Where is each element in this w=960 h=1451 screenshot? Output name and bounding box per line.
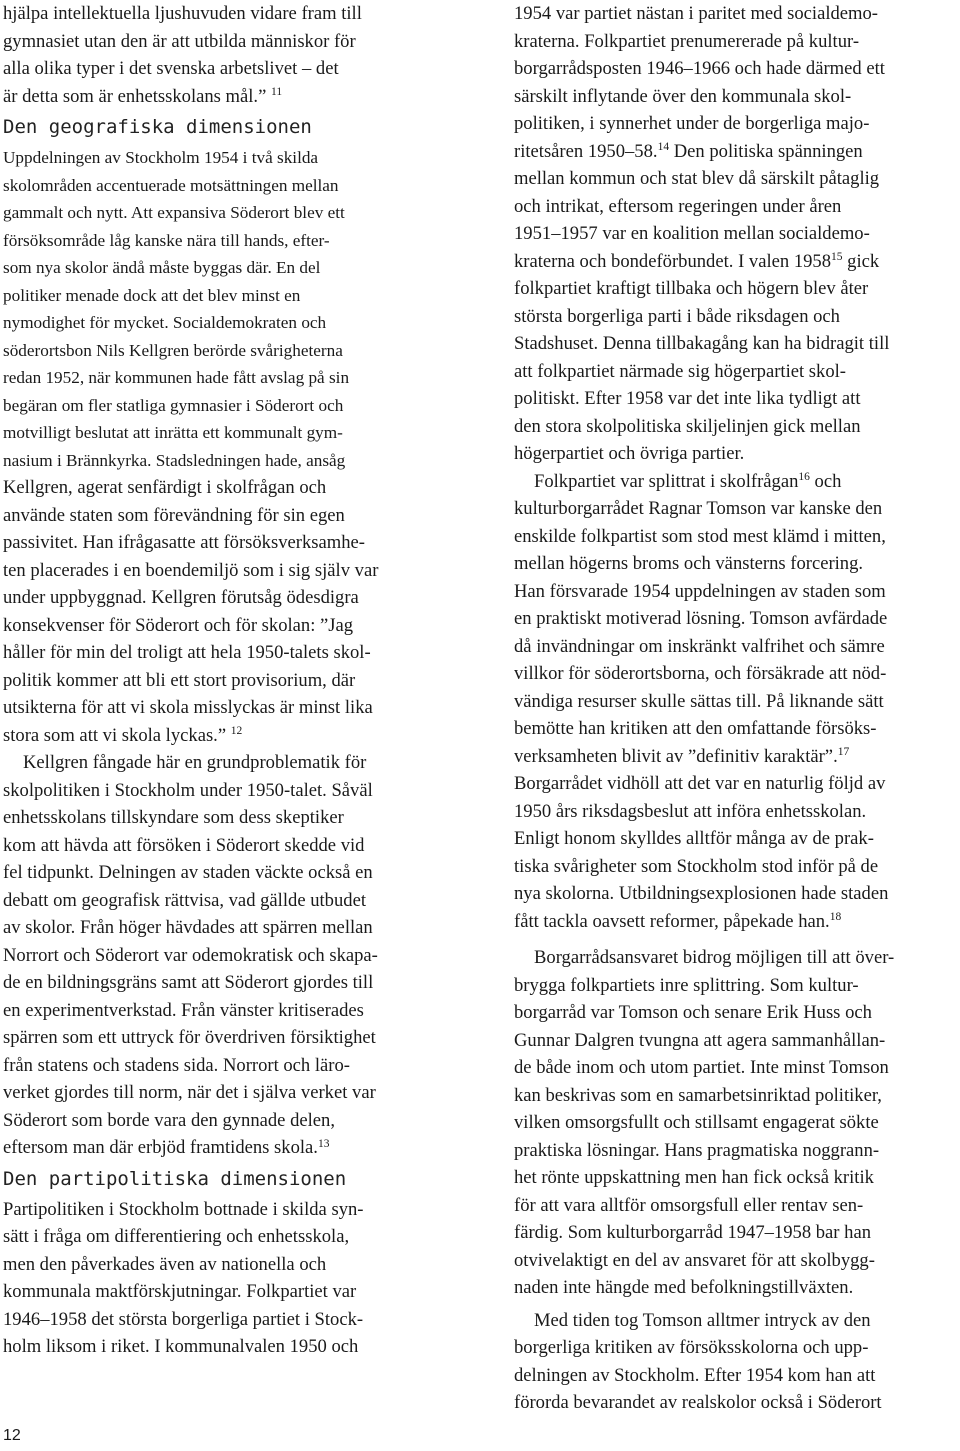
line-text: hjälpa intellektuella ljushuvuden vidare fram till <box>3 3 362 24</box>
text-line <box>514 358 960 386</box>
line-text: kom att hävda att försöken i Söderort skedde vid <box>3 834 365 856</box>
footnote-ref: 15 <box>831 251 843 264</box>
line-text: redan 1952, när kommunen hade fått avslag på sin <box>3 368 350 387</box>
line-text: ten placerades i en boendemiljö som i sig själv var <box>3 559 379 581</box>
text-line <box>3 887 448 915</box>
text-line <box>514 468 960 496</box>
text-line <box>514 1109 960 1137</box>
text-line <box>3 447 448 475</box>
line-text: Kellgren fångade här en grundproblematik för <box>23 752 367 773</box>
text-line <box>514 385 960 413</box>
line-text: Kellgren, agerat senfärdigt i skolfrågan och <box>3 477 327 498</box>
line-text: enskilde folkpartist som stod mest klämd i mitten, <box>514 525 886 547</box>
line-text: alla olika typer i det svenska arbetslivet – det <box>3 58 339 79</box>
line-text: borgarrådsposten 1946–1966 och hade därmed ett <box>514 58 885 79</box>
text-line <box>514 220 960 248</box>
line-text: spärren som ett uttryck för överdriven försiktighet <box>3 1027 376 1048</box>
line-text: använde staten som förevändning för sin egen <box>3 504 345 526</box>
text-line <box>514 275 960 303</box>
text-line <box>3 1223 448 1251</box>
line-text: för att vara alltför omsorgsfull eller rentav sen- <box>514 1194 864 1216</box>
text-line <box>514 28 960 56</box>
text-line <box>514 1334 960 1362</box>
text-line <box>514 55 960 83</box>
text-line <box>3 392 448 420</box>
text-line <box>3 227 448 255</box>
text-line <box>3 584 448 612</box>
line-text: sätt i fråga om differentiering och enhetsskola, <box>3 1226 350 1247</box>
line-text: delningen av Stockholm. Efter 1954 kom han att <box>514 1364 876 1386</box>
text-line <box>514 999 960 1027</box>
text-line <box>514 1054 960 1082</box>
line-text: kraterna och bondeförbundet. I valen 1958 <box>514 250 832 272</box>
text-line <box>3 942 448 970</box>
text-line <box>3 254 448 282</box>
text-line <box>3 777 448 805</box>
text-line <box>3 83 448 111</box>
text-line <box>514 880 960 908</box>
text-line <box>514 248 960 276</box>
text-line <box>3 694 448 722</box>
line-text: fel tidpunkt. Delningen av staden väckte också en <box>3 862 373 883</box>
line-text: gymnasiet utan den är att utbilda människor för <box>3 30 356 52</box>
text-line <box>3 1251 448 1279</box>
text-line <box>514 440 960 468</box>
text-line <box>3 639 448 667</box>
text-line <box>514 633 960 661</box>
text-line <box>514 1137 960 1165</box>
text-line <box>514 83 960 111</box>
line-text: nasium i Brännkyrka. Stadsledningen hade, ansåg <box>3 450 346 470</box>
text-line <box>3 1333 448 1361</box>
line-text: särskilt inflytande över den kommunala skol- <box>514 85 852 107</box>
line-text: Gunnar Dalgren tvungna att agera sammanhållan- <box>514 1029 886 1051</box>
footnote-ref: 11 <box>270 86 283 99</box>
line-text: av skolor. Från höger hävdades att spärren mellan <box>3 917 373 938</box>
line-text: största borgerliga parti i både riksdagen och <box>514 305 840 327</box>
line-text: mellan högerns broms och vänsterns forcering. <box>514 553 864 574</box>
line-text: Den partipolitiska dimensionen <box>3 1167 347 1190</box>
line-text: färdig. Som kulturborgarråd 1947–1958 bar han <box>514 1222 871 1243</box>
line-text: Borgarrådet vidhöll att det var en naturlig följd av <box>514 773 886 794</box>
text-line <box>514 825 960 853</box>
text-line <box>3 557 448 585</box>
text-line <box>514 110 960 138</box>
line-text: och intrikat, eftersom regeringen under åren <box>514 195 842 217</box>
line-text-continued: och <box>809 470 842 492</box>
text-line <box>3 832 448 860</box>
line-text: Den geografiska dimensionen <box>3 116 312 138</box>
text-line <box>3 282 448 310</box>
paragraph-spacer <box>514 935 960 944</box>
line-text: är detta som är enhetsskolans mål.” <box>3 85 271 107</box>
text-line <box>3 1134 448 1162</box>
text-line <box>514 688 960 716</box>
line-text: fått tackla oavsett reformer, påpekade han. <box>514 910 830 932</box>
line-text: folkpartiet kraftigt tillbaka och högern blev åter <box>514 278 869 299</box>
line-text: het rönte uppskattning men han fick också kritik <box>514 1167 874 1188</box>
text-line <box>514 330 960 358</box>
line-text: då invändningar om inskränkt valfrihet och sämre <box>514 635 885 657</box>
footnote-ref: 18 <box>829 911 842 924</box>
text-line <box>514 578 960 606</box>
line-text: kraterna. Folkpartiet prenumererade på kultur- <box>514 30 860 52</box>
line-text: men den påverkades även av nationella och <box>3 1253 327 1275</box>
text-line <box>3 1079 448 1107</box>
footnote-ref: 17 <box>837 746 850 759</box>
line-text: verksamheten blivit av ”definitiv karaktär”. <box>514 745 838 767</box>
text-line <box>3 529 448 557</box>
line-text: holm liksom i riket. I kommunalvalen 1950 och <box>3 1336 359 1357</box>
line-text: politiken, i synnerhet under de borgerliga majo- <box>514 113 870 134</box>
section-heading <box>3 110 448 144</box>
line-text: som nya skolor ändå måste byggas där. En del <box>3 258 321 277</box>
text-line <box>3 804 448 832</box>
text-line <box>514 1027 960 1055</box>
line-text: konsekvenser för Söderort och för skolan: ”Jag <box>3 614 354 636</box>
text-line <box>514 1274 960 1302</box>
line-text: att folkpartiet närmade sig högerpartiet skol- <box>514 360 846 382</box>
line-text: verket gjordes till norm, när det i själva verket var <box>3 1082 376 1103</box>
line-text: utsikterna för att vi skola misslyckas är minst lika <box>3 697 373 718</box>
line-text: mellan kommun och stat blev då särskilt påtaglig <box>514 168 880 189</box>
line-text: enhetsskolans tillskyndare som dess skeptiker <box>3 807 344 828</box>
line-text: vilken omsorgsfullt och stillsamt engagerat sökte <box>514 1112 879 1133</box>
text-line <box>514 972 960 1000</box>
line-text: söderortsbon Nils Kellgren berörde svårigheterna <box>3 340 343 360</box>
text-line <box>514 1219 960 1247</box>
line-text: debatt om geografisk rättvisa, vad gällde utbudet <box>3 889 366 911</box>
page-number: 12 <box>3 1427 21 1444</box>
text-line <box>3 364 448 392</box>
line-text-continued: gick <box>842 250 880 272</box>
text-line <box>514 908 960 936</box>
text-line <box>3 997 448 1025</box>
line-text: politik kommer att bli ett stort provisorium, där <box>3 669 356 691</box>
text-line <box>514 1164 960 1192</box>
text-line <box>514 1307 960 1335</box>
text-line <box>3 859 448 887</box>
text-line <box>3 55 448 83</box>
footnote-ref: 14 <box>657 141 670 154</box>
line-text: naden inte hängde med befolkningstillväxten. <box>514 1277 854 1298</box>
line-text: Han försvarade 1954 uppdelningen av staden som <box>514 580 886 602</box>
line-text: nya skolorna. Utbildningsexplosionen hade staden <box>514 883 889 904</box>
line-text: 1950 års riksdagsbeslut att införa enhetsskolan. <box>514 800 867 822</box>
text-line <box>514 798 960 826</box>
line-text: Stadshuset. Denna tillbakagång kan ha bidragit till <box>514 333 890 354</box>
text-line <box>3 28 448 56</box>
line-text: håller för min del troligt att hela 1950-talets skol- <box>3 642 371 663</box>
text-line <box>514 853 960 881</box>
line-text: kulturborgarrådet Ragnar Tomson var kanske den <box>514 498 883 519</box>
line-text: 1946–1958 det största borgerliga partiet i Stock- <box>3 1308 364 1330</box>
text-line <box>514 523 960 551</box>
line-text: 1954 var partiet nästan i paritet med socialdemo- <box>514 3 879 24</box>
text-line <box>514 660 960 688</box>
footnote-ref: 13 <box>317 1137 330 1150</box>
section-heading <box>3 1162 448 1196</box>
text-line <box>3 722 448 750</box>
line-text: politiskt. Efter 1958 var det inte lika tydligt att <box>514 388 861 409</box>
line-text: brygga folkpartiets inre splittring. Som kultur- <box>514 974 859 996</box>
line-text: villkor för söderortsborna, och försäkrade att nöd- <box>514 663 887 684</box>
text-line <box>3 172 448 200</box>
line-text: Partipolitiken i Stockholm bottnade i skilda syn- <box>3 1198 364 1220</box>
text-line <box>514 1389 960 1417</box>
text-line <box>3 474 448 502</box>
line-text: de både inom och utom partiet. Inte minst Tomson <box>514 1057 889 1078</box>
line-text: skolpolitiken i Stockholm under 1950-talet. Såväl <box>3 779 373 801</box>
line-text: vändiga resurser skulle sättas till. På liknande sätt <box>514 690 884 712</box>
line-text: förorda bevarandet av realskolor också i Söderort <box>514 1392 882 1413</box>
line-text: Borgarrådsansvaret bidrog möjligen till att över- <box>534 947 895 968</box>
line-text: under uppbyggnad. Kellgren förutsåg ödesdigra <box>3 587 359 608</box>
text-line <box>514 495 960 523</box>
line-text: passivitet. Han ifrågasatte att försöksverksamhe- <box>3 532 365 553</box>
line-text: Söderort som borde vara den gynnade delen, <box>3 1109 336 1131</box>
text-line <box>3 667 448 695</box>
line-text: praktiska lösningar. Hans pragmatiska noggrann- <box>514 1139 880 1161</box>
text-line <box>3 1024 448 1052</box>
footnote-ref: 16 <box>798 471 810 484</box>
line-text: bemötte han kritiken att den omfattande försöks- <box>514 718 877 739</box>
text-line <box>514 1362 960 1390</box>
text-line <box>3 419 448 447</box>
text-line <box>3 1306 448 1334</box>
text-line <box>3 749 448 777</box>
line-text: motvilligt beslutat att inrätta ett kommunalt gym- <box>3 423 343 442</box>
line-text: från statens och stadens sida. Norrort och läro- <box>3 1054 350 1076</box>
line-text: kommunala maktförskjutningar. Folkpartiet var <box>3 1281 357 1302</box>
text-line <box>3 502 448 530</box>
text-line <box>3 914 448 942</box>
text-line <box>514 0 960 28</box>
line-text: stora som att vi skola lyckas.” <box>3 724 231 746</box>
text-line <box>3 612 448 640</box>
line-text: en praktiskt motiverad lösning. Tomson avfärdade <box>514 608 888 629</box>
line-text: Norrort och Söderort var odemokratisk och skapa- <box>3 944 378 966</box>
text-line <box>514 715 960 743</box>
line-text: tiska svårigheter som Stockholm stod inför på de <box>514 855 879 877</box>
left-column <box>3 0 448 1361</box>
text-line <box>514 770 960 798</box>
line-text: de en bildningsgräns samt att Söderort gjordes till <box>3 972 374 993</box>
text-line <box>514 743 960 771</box>
line-text: Enligt honom skylldes alltför många av de prak- <box>514 828 874 849</box>
line-text: en experimentverkstad. Från vänster kritiserades <box>3 999 364 1021</box>
text-line <box>3 1107 448 1135</box>
line-text: skolområden accentuerade motsättningen mellan <box>3 175 339 195</box>
line-text: begäran om fler statliga gymnasier i Söderort och <box>3 395 344 415</box>
line-text: gammalt och nytt. Att expansiva Söderort blev ett <box>3 203 345 222</box>
line-text: kan beskrivas som en samarbetsinriktad politiker, <box>514 1084 882 1106</box>
text-line <box>514 1192 960 1220</box>
text-line <box>514 303 960 331</box>
text-line <box>514 1082 960 1110</box>
text-line <box>3 144 448 172</box>
text-line <box>3 1196 448 1224</box>
line-text: försöksområde låg kanske nära till hands, efter- <box>3 230 330 250</box>
line-text: nymodighet för mycket. Socialdemokraten och <box>3 313 327 332</box>
line-text: borgerliga kritiken av försöksskolorna och upp- <box>514 1337 869 1358</box>
text-line <box>3 309 448 337</box>
line-text: ritetsåren 1950–58. <box>514 140 658 162</box>
text-line <box>3 199 448 227</box>
text-line <box>3 1052 448 1080</box>
text-line <box>3 0 448 28</box>
text-line <box>514 1247 960 1275</box>
text-line <box>3 969 448 997</box>
text-line <box>514 550 960 578</box>
text-line <box>514 165 960 193</box>
text-line <box>514 605 960 633</box>
line-text: Med tiden tog Tomson alltmer intryck av den <box>534 1309 871 1331</box>
line-text: den stora skolpolitiska skiljelinjen gick mellan <box>514 415 861 437</box>
right-column <box>514 0 960 1417</box>
line-text: Folkpartiet var splittrat i skolfrågan <box>534 470 799 492</box>
footnote-ref: 12 <box>230 725 243 738</box>
line-text: politiker menade dock att det blev minst en <box>3 285 301 305</box>
text-line <box>514 944 960 972</box>
line-text: otvivelaktigt en del av ansvaret för att skolbygg- <box>514 1249 875 1271</box>
line-text: eftersom man där erbjöd framtidens skola. <box>3 1137 318 1158</box>
line-text: Uppdelningen av Stockholm 1954 i två skilda <box>3 148 319 167</box>
text-line <box>514 413 960 441</box>
text-line <box>3 337 448 365</box>
text-line <box>3 1278 448 1306</box>
text-line <box>514 193 960 221</box>
line-text: 1951–1957 var en koalition mellan socialdemo- <box>514 223 870 244</box>
line-text: högerpartiet och övriga partier. <box>514 443 745 464</box>
text-line <box>514 138 960 166</box>
line-text: borgarråd var Tomson och senare Erik Huss och <box>514 1002 872 1023</box>
line-text-continued: Den politiska spänningen <box>669 140 863 162</box>
